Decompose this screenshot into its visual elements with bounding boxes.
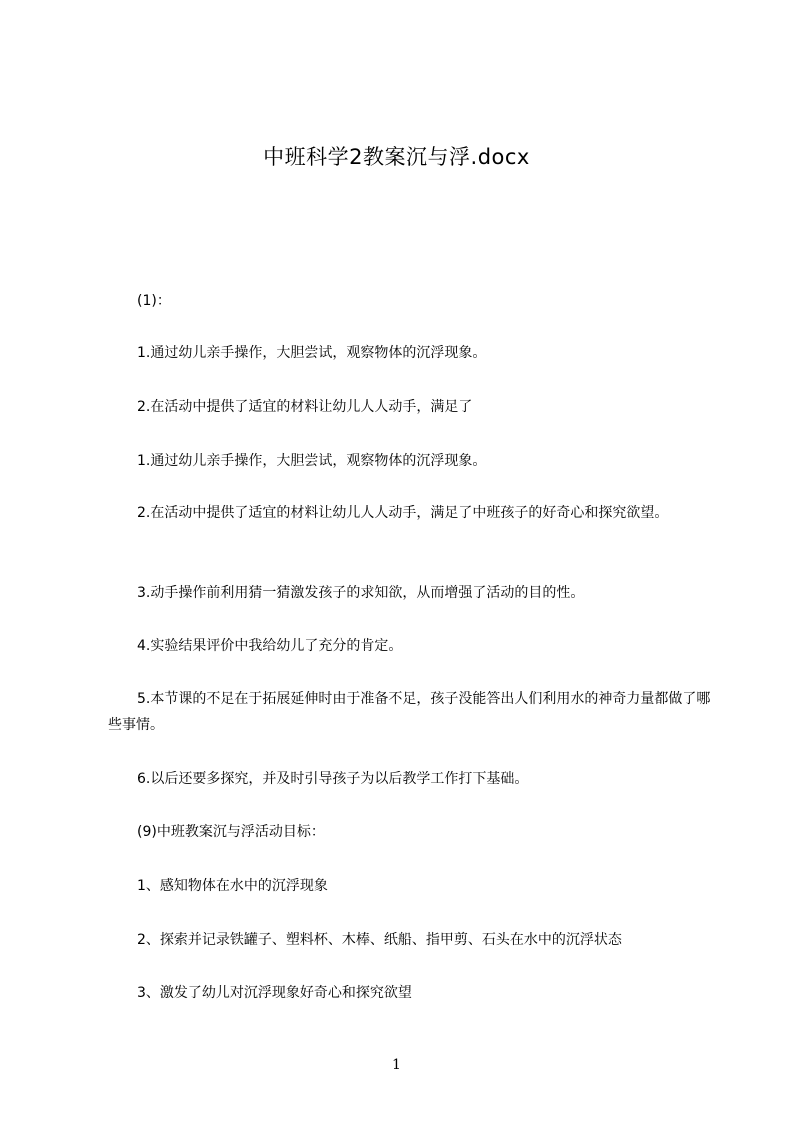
paragraph: 2.在活动中提供了适宜的材料让幼儿人人动手，满足了: [137, 399, 473, 415]
paragraph: 6.以后还要多探究，并及时引导孩子为以后教学工作打下基础。: [137, 771, 529, 787]
paragraph: 1、感知物体在水中的沉浮现象: [137, 878, 328, 894]
paragraph: (1)：: [137, 293, 171, 309]
paragraph: 1.通过幼儿亲手操作，大胆尝试，观察物体的沉浮现象。: [137, 453, 487, 469]
page-number: 1: [392, 1057, 401, 1073]
paragraph: 3.动手操作前利用猜一猜激发孩子的求知欲，从而增强了活动的目的性。: [137, 585, 585, 601]
paragraph: 2.在活动中提供了适宜的材料让幼儿人人动手，满足了中班孩子的好奇心和探究欲望。: [137, 505, 669, 521]
paragraph: 4.实验结果评价中我给幼儿了充分的肯定。: [137, 638, 403, 654]
paragraph: 3、激发了幼儿对沉浮现象好奇心和探究欲望: [137, 985, 412, 1001]
document-title: 中班科学2教案沉与浮.docx: [263, 145, 530, 169]
paragraph: 5.本节课的不足在于拓展延伸时由于准备不足，孩子没能答出人们利用水的神奇力量都做了哪些事情。: [108, 691, 711, 733]
paragraph: 1.通过幼儿亲手操作，大胆尝试，观察物体的沉浮现象。: [137, 345, 487, 361]
paragraph: 2、探索并记录铁罐子、塑料杯、木棒、纸船、指甲剪、石头在水中的沉浮状态: [137, 932, 622, 948]
paragraph: (9)中班教案沉与浮活动目标：: [137, 824, 325, 840]
